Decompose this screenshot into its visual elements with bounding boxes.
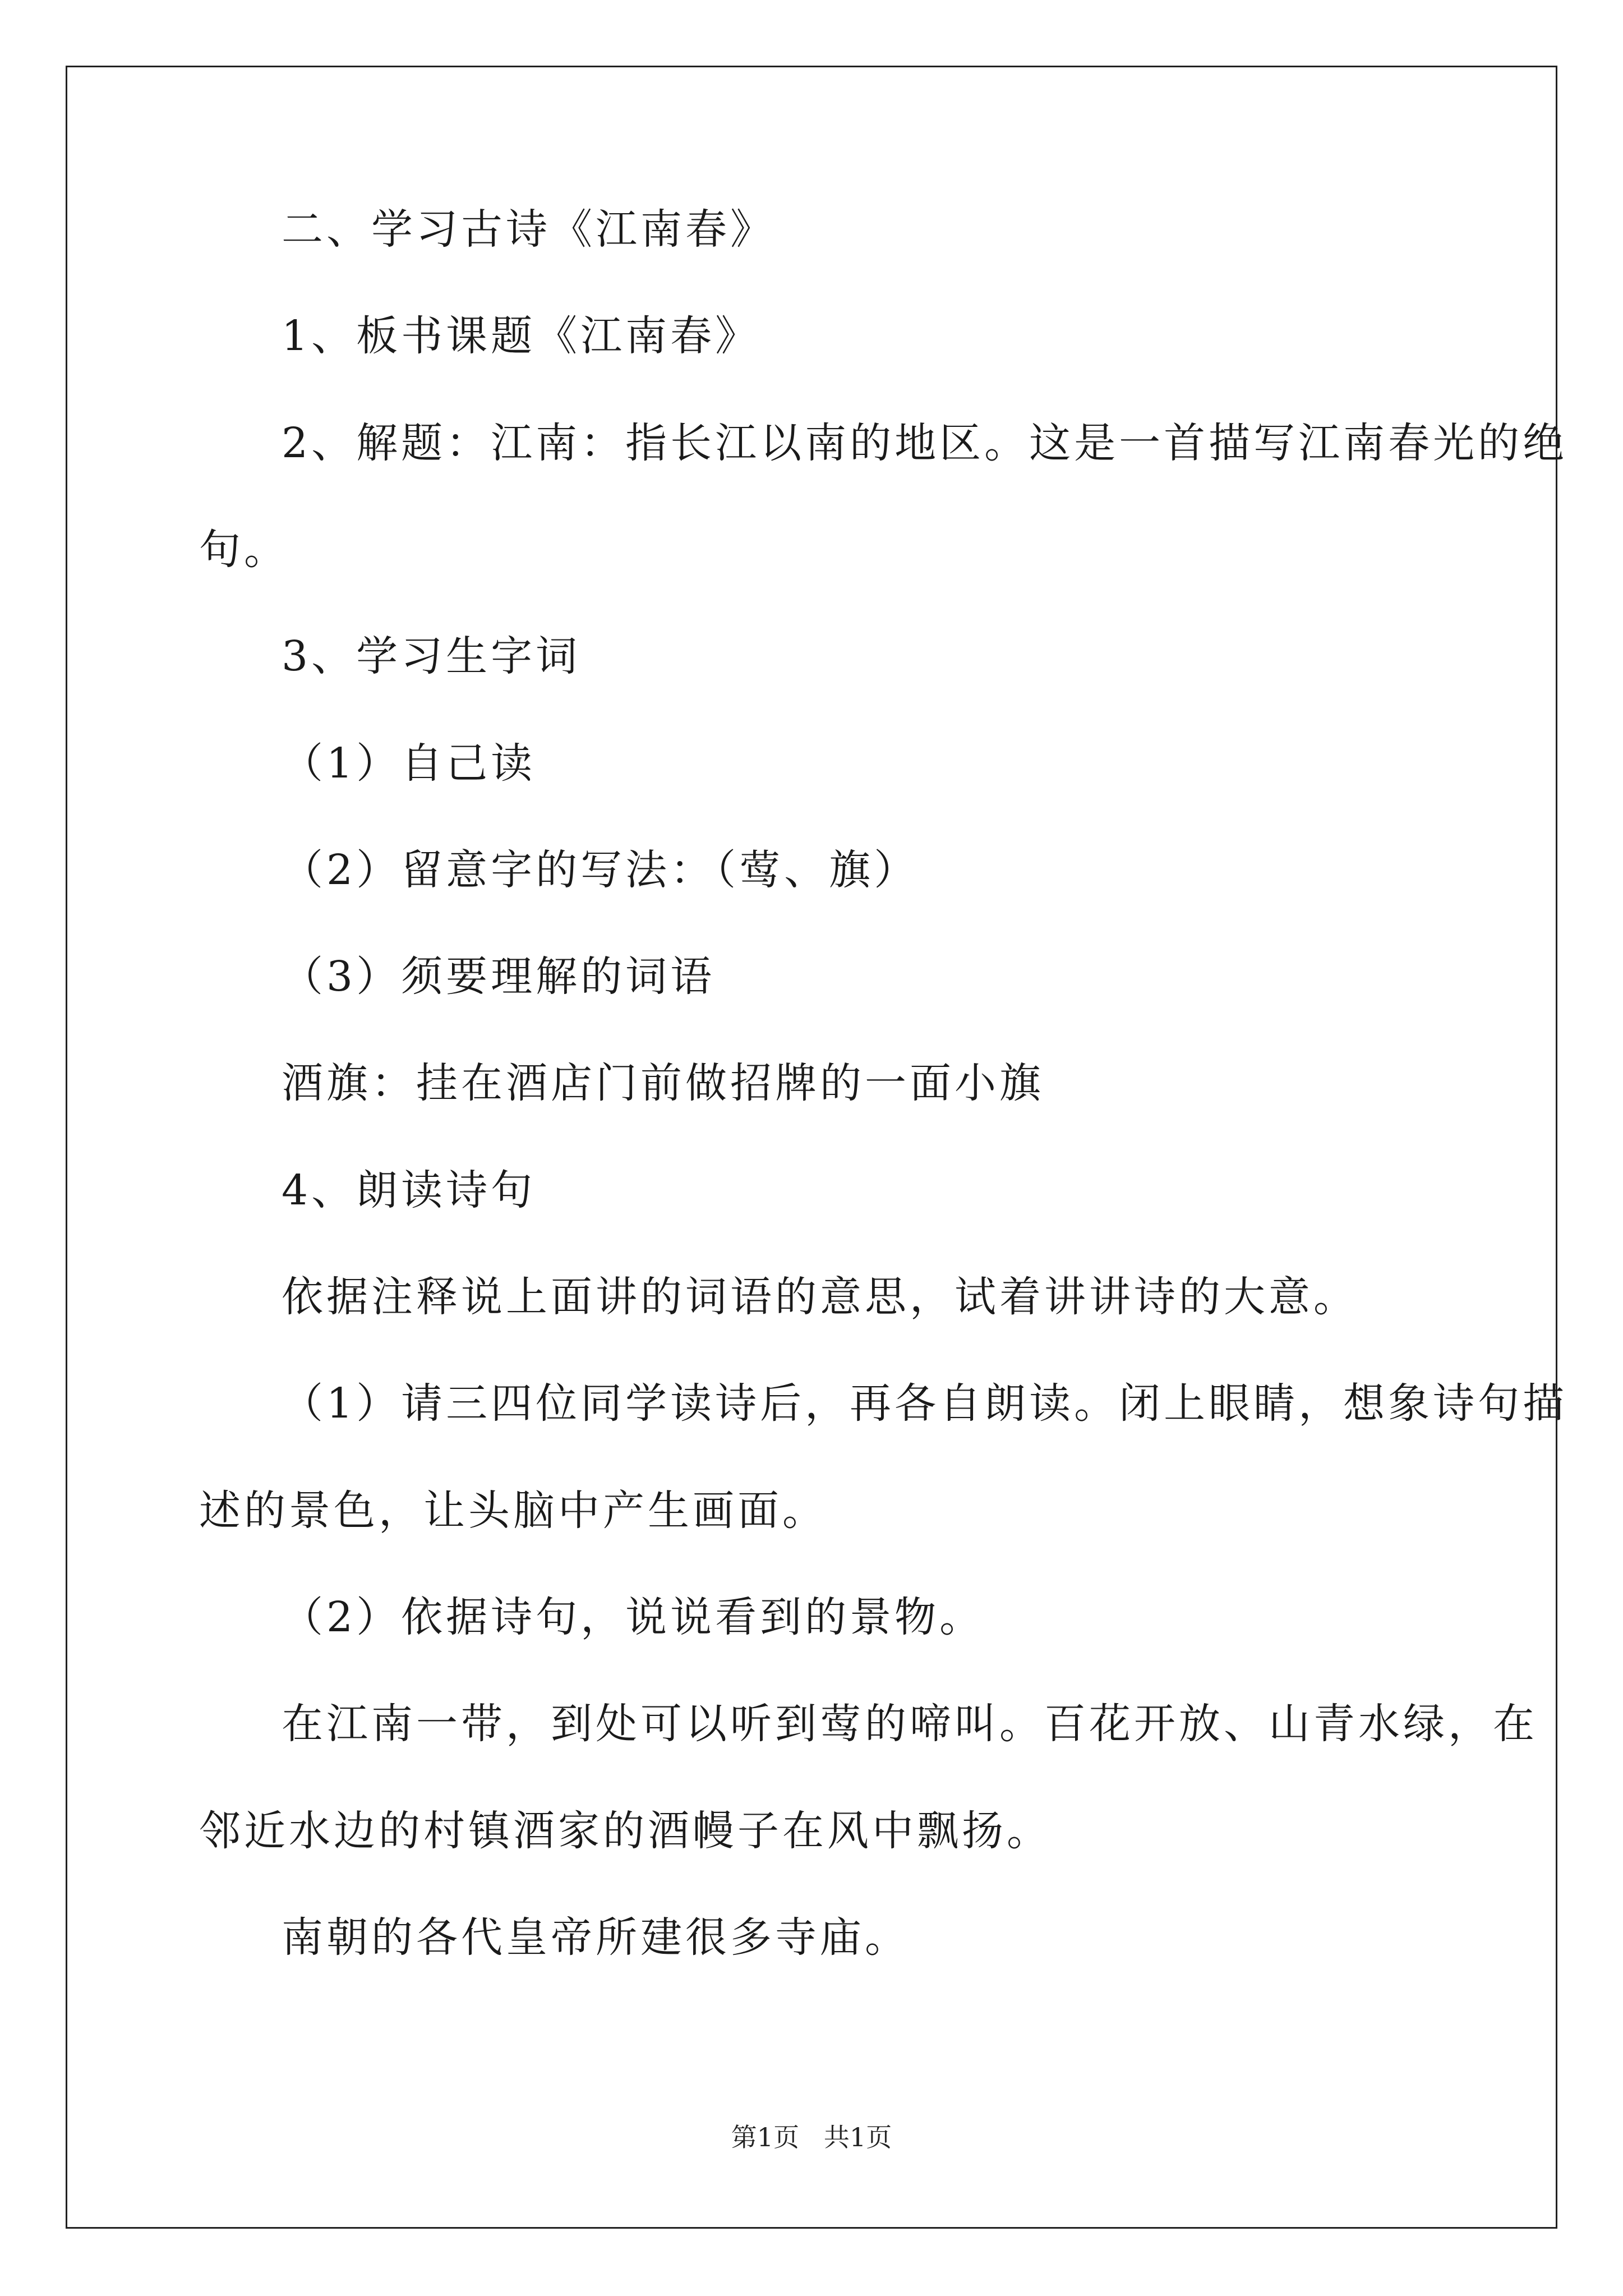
paragraph: （2）依据诗句，说说看到的景物。 xyxy=(282,1593,985,1641)
paragraph: 酒旗：挂在酒店门前做招牌的一面小旗 xyxy=(282,1059,1044,1107)
page-border xyxy=(66,66,1557,2229)
paragraph-continuation: 邻近水边的村镇酒家的酒幔子在风中飘扬。 xyxy=(199,1807,1052,1855)
paragraph: （3）须要理解的词语 xyxy=(282,953,716,1001)
paragraph: （2）留意字的写法：（莺、旗） xyxy=(282,846,919,894)
paragraph: （1）请三四位同学读诗后，再各自朗读。闭上眼睛，想象诗句描 xyxy=(282,1379,1568,1428)
page-number-footer: 第1页 共1页 xyxy=(731,2122,892,2152)
paragraph: 1、板书课题《江南春》 xyxy=(282,312,760,360)
paragraph-continuation: 句。 xyxy=(199,526,289,574)
section-heading: 二、学习古诗《江南春》 xyxy=(282,205,775,254)
paragraph: 南朝的各代皇帝所建很多寺庙。 xyxy=(282,1913,910,1962)
paragraph: 2、解题：江南：指长江以南的地区。这是一首描写江南春光的绝 xyxy=(282,419,1568,467)
paragraph: 4、朗读诗句 xyxy=(282,1166,536,1214)
paragraph: 依据注释说上面讲的词语的意思，试着讲讲诗的大意。 xyxy=(282,1273,1358,1321)
paragraph-continuation: 述的景色，让头脑中产生画面。 xyxy=(199,1487,827,1535)
paragraph: 3、学习生字词 xyxy=(282,632,581,680)
paragraph: （1）自己读 xyxy=(282,739,536,788)
paragraph: 在江南一带，到处可以听到莺的啼叫。百花开放、山青水绿，在 xyxy=(282,1700,1538,1748)
